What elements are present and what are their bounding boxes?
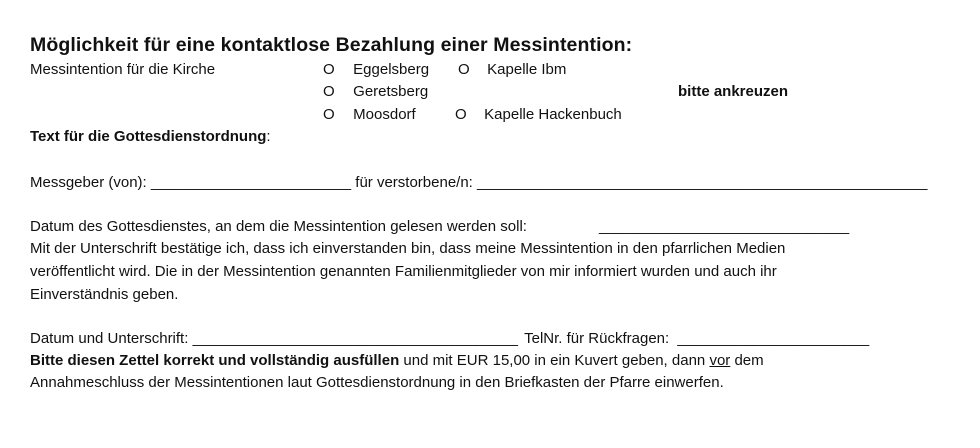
deceased-blank-field[interactable]: ______________________________________________________: [477, 174, 928, 191]
service-date-label: Datum des Gottesdienstes, an dem die Messintention gelesen werden soll:: [30, 218, 527, 235]
checkbox-geretsberg[interactable]: [323, 83, 428, 101]
checkbox-kapelle-ibm[interactable]: [458, 61, 566, 79]
instructions-bold: Bitte diesen Zettel korrekt und vollständig ausfüllen: [30, 352, 400, 369]
option-geretsberg-label: Geretsberg: [353, 83, 429, 100]
consent-line-3: Einverständnis geben.: [30, 286, 179, 303]
donor-line: [30, 174, 928, 192]
consent-line-2: veröffentlicht wird. Die in der Messintention genannten Familienmitglieder von mir informiert wurden und auch ihr: [30, 263, 777, 280]
checkbox-eggelsberg[interactable]: [323, 61, 429, 79]
instructions-line-1: [30, 352, 764, 370]
phone-label: TelNr. für Rückfragen:: [524, 330, 670, 347]
instructions-line-2: Annahmeschluss der Messintentionen laut Gottesdienstordnung in den Briefkasten der Pfarre einwerfen.: [30, 374, 724, 391]
signature-line: [30, 330, 869, 348]
service-text-heading: [30, 128, 271, 146]
service-text-colon: :: [266, 128, 271, 145]
tick-hint: bitte ankreuzen: [678, 83, 789, 100]
form-title: Möglichkeit für eine kontaktlose Bezahlung einer Messintention:: [30, 34, 633, 56]
checkbox-circle-icon: O: [323, 61, 335, 78]
instructions-part-2: und mit EUR 15,00 in ein Kuvert geben, dann: [399, 352, 710, 369]
option-moosdorf-label: Moosdorf: [353, 106, 416, 123]
option-kapelle-hackenbuch-label: Kapelle Hackenbuch: [484, 106, 622, 123]
checkbox-circle-icon: O: [455, 106, 467, 123]
checkbox-moosdorf[interactable]: [323, 106, 416, 124]
checkbox-circle-icon: O: [458, 61, 470, 78]
church-label: Messintention für die Kirche: [30, 61, 216, 78]
checkbox-kapelle-hackenbuch[interactable]: [455, 106, 622, 124]
donor-blank-field[interactable]: ________________________: [150, 174, 352, 191]
instructions-underlined: vor: [709, 352, 731, 369]
option-eggelsberg-label: Eggelsberg: [353, 61, 430, 78]
checkbox-circle-icon: O: [323, 83, 335, 100]
instructions-part-3: dem: [730, 352, 764, 369]
consent-line-1: Mit der Unterschrift bestätige ich, dass ich einverstanden bin, dass meine Messintention in den pfarrlichen Medien: [30, 240, 786, 257]
phone-blank-field[interactable]: _______________________: [677, 330, 870, 347]
signature-blank-field[interactable]: _______________________________________: [192, 330, 518, 347]
option-kapelle-ibm-label: Kapelle Ibm: [487, 61, 567, 78]
checkbox-circle-icon: O: [323, 106, 335, 123]
service-date-blank-field[interactable]: ______________________________: [599, 218, 850, 235]
signature-label: Datum und Unterschrift:: [30, 330, 189, 347]
service-text-label: Text für die Gottesdienstordnung: [30, 128, 267, 145]
donor-label: Messgeber (von):: [30, 174, 147, 191]
deceased-label: für verstorbene/n:: [355, 174, 473, 191]
